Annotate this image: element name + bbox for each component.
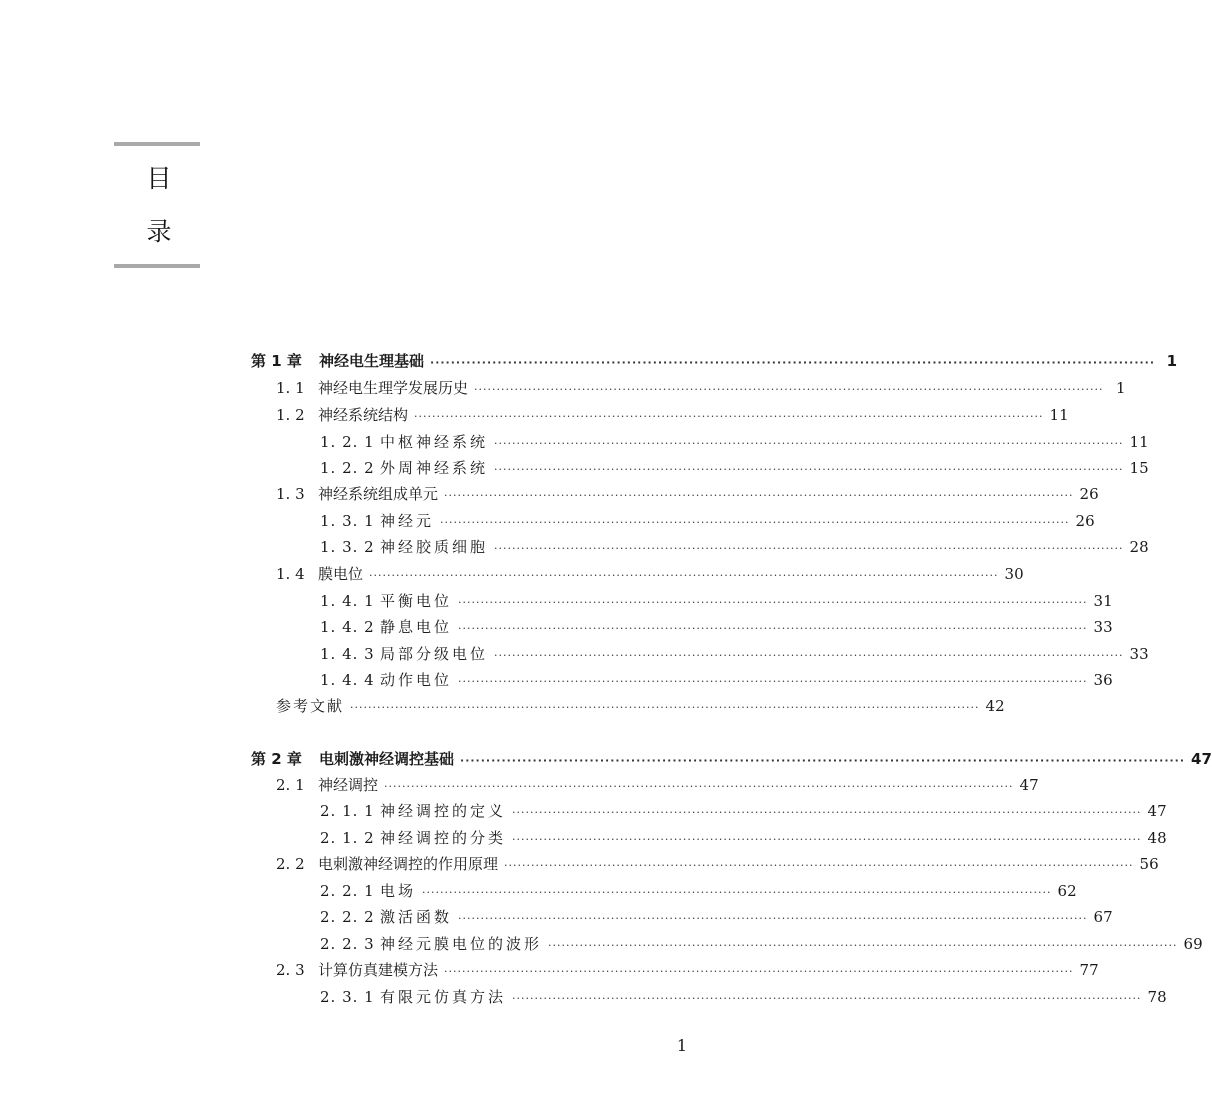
heading-char-1: 目 [146,164,172,193]
toc-entry-page: 1 [1166,352,1178,370]
toc-entry-title: 中枢神经系统 [380,433,489,451]
toc-entry-title: 外周神经系统 [380,459,489,477]
toc-entry-subsection [320,798,1167,824]
toc-entry-page: 1 [1116,379,1126,397]
dot-leader: ············································································································································ [460,754,1186,767]
toc-entry-subsection [320,455,1149,481]
toc-entry-number: 1. 2. 1 [320,433,375,451]
dot-leader: ············································································································································ [494,542,1124,555]
toc-entry-title: 电刺激神经调控的作用原理 [318,855,499,873]
toc-entry-page: 48 [1147,829,1167,847]
toc-entry-title: 计算仿真建模方法 [318,961,439,979]
toc-entry-title: 神经电生理学发展历史 [318,379,469,397]
toc-entry-title: 神经电生理基础 [319,352,425,370]
toc-entry-number: 2. 2. 3 [320,935,375,953]
toc-entry-page: 26 [1075,512,1095,530]
dot-leader: ············································································································································ [512,806,1142,819]
toc-entry-title: 激活函数 [380,908,453,926]
toc-entry-page: 47 [1191,750,1212,768]
toc-entry-number: 1. 3. 2 [320,538,375,556]
dot-leader: ············································································································································ [422,886,1052,899]
toc-entry-section [276,481,1099,507]
toc-entry-subsection [320,641,1149,667]
toc-entry-number: 第 2 章 [251,750,302,768]
dot-leader: ············································································································································ [430,356,1156,369]
toc-entry-section [276,561,1024,587]
toc-entry-title: 神经元膜电位的波形 [380,935,543,953]
dot-leader: ············································································································································ [444,489,1074,502]
toc-entry-title: 神经调控的分类 [380,829,507,847]
dot-leader: ············································································································································ [369,569,999,582]
toc-entry-page: 31 [1093,592,1113,610]
toc-entry-title: 平衡电位 [380,592,453,610]
toc-entry-subsection [320,878,1077,904]
toc-entry-title: 神经系统组成单元 [318,485,439,503]
toc-entry-section [276,772,1039,798]
toc-entry-page: 11 [1049,406,1069,424]
toc-entry-page: 78 [1147,988,1167,1006]
toc-entry-page: 77 [1079,961,1099,979]
toc-entry-subsection [320,667,1113,693]
toc-entry-title: 膜电位 [318,565,364,583]
dot-leader: ············································································································································ [414,410,1044,423]
page-number: 1 [676,1036,688,1055]
dot-leader: ············································································································································ [474,383,1104,396]
toc-entry-title: 静息电位 [380,618,453,636]
toc-entry-number: 1. 3 [276,485,305,503]
toc-entry-page: 36 [1093,671,1113,689]
dot-leader: ············································································································································ [458,622,1088,635]
dot-leader: ············································································································································ [350,701,980,714]
toc-entry-title: 参考文献 [276,697,345,715]
toc-entry-number: 1. 2 [276,406,305,424]
toc-entry-title: 电刺激神经调控基础 [319,750,455,768]
toc-entry-subsection [320,825,1167,851]
toc-entry-page: 56 [1139,855,1159,873]
toc-entry-section [276,402,1069,428]
toc-entry-title: 电场 [380,882,417,900]
toc-entry-chapter [251,348,1178,374]
toc-entry-number: 1. 4. 4 [320,671,375,689]
toc-entry-references [276,693,1005,719]
dot-leader: ············································································································································ [458,596,1088,609]
toc-entry-page: 47 [1147,802,1167,820]
toc-entry-number: 1. 4. 2 [320,618,375,636]
toc-entry-number: 1. 3. 1 [320,512,375,530]
toc-entry-number: 2. 1 [276,776,305,794]
toc-entry-number: 2. 2. 1 [320,882,375,900]
toc-entry-section [276,957,1099,983]
toc-entry-number: 2. 1. 2 [320,829,375,847]
toc-entry-page: 42 [985,697,1005,715]
toc-entry-title: 动作电位 [380,671,453,689]
toc-entry-page: 26 [1079,485,1099,503]
dot-leader: ············································································································································ [494,437,1124,450]
dot-leader: ············································································································································ [458,675,1088,688]
dot-leader: ············································································································································ [504,859,1134,872]
toc-entry-number: 2. 3 [276,961,305,979]
toc-entry-number: 1. 2. 2 [320,459,375,477]
toc-entry-subsection [320,984,1167,1010]
dot-leader: ············································································································································ [458,912,1088,925]
dot-leader: ············································································································································ [512,992,1142,1005]
toc-entry-number: 第 1 章 [251,352,302,370]
toc-entry-subsection [320,429,1149,455]
toc-entry-page: 69 [1183,935,1203,953]
toc-entry-subsection [320,534,1149,560]
toc-entry-number: 1. 4 [276,565,305,583]
toc-entry-page: 47 [1019,776,1039,794]
toc-entry-number: 2. 2. 2 [320,908,375,926]
toc-entry-title: 神经元 [380,512,435,530]
toc-entry-page: 30 [1004,565,1024,583]
dot-leader: ············································································································································ [548,939,1178,952]
toc-entry-section [276,375,1126,401]
toc-entry-subsection [320,614,1113,640]
toc-entry-page: 28 [1129,538,1149,556]
toc-entry-section [276,851,1159,877]
toc-entry-subsection [320,904,1113,930]
heading-top-rule [114,142,200,146]
toc-entry-number: 2. 2 [276,855,305,873]
dot-leader: ············································································································································ [384,780,1014,793]
toc-entry-title: 神经调控的定义 [380,802,507,820]
dot-leader: ············································································································································ [440,516,1070,529]
toc-entry-subsection [320,931,1203,957]
heading-char-2: 录 [146,217,172,246]
toc-entry-page: 33 [1129,645,1149,663]
toc-entry-subsection [320,508,1095,534]
dot-leader: ············································································································································ [494,463,1124,476]
toc-entry-number: 1. 4. 1 [320,592,375,610]
dot-leader: ············································································································································ [494,649,1124,662]
toc-entry-number: 1. 1 [276,379,305,397]
toc-entry-subsection [320,588,1113,614]
toc-entry-page: 11 [1129,433,1149,451]
toc-entry-number: 2. 3. 1 [320,988,375,1006]
toc-entry-title: 局部分级电位 [380,645,489,663]
toc-entry-page: 33 [1093,618,1113,636]
toc-entry-title: 神经调控 [318,776,379,794]
toc-entry-number: 1. 4. 3 [320,645,375,663]
toc-entry-chapter [251,746,1212,772]
toc-entry-page: 67 [1093,908,1113,926]
toc-entry-title: 有限元仿真方法 [380,988,507,1006]
toc-entry-title: 神经胶质细胞 [380,538,489,556]
toc-entry-title: 神经系统结构 [318,406,409,424]
heading-bottom-rule [114,264,200,268]
toc-entry-page: 62 [1057,882,1077,900]
dot-leader: ············································································································································ [512,833,1142,846]
dot-leader: ············································································································································ [444,965,1074,978]
toc-entry-number: 2. 1. 1 [320,802,375,820]
toc-entry-page: 15 [1129,459,1149,477]
